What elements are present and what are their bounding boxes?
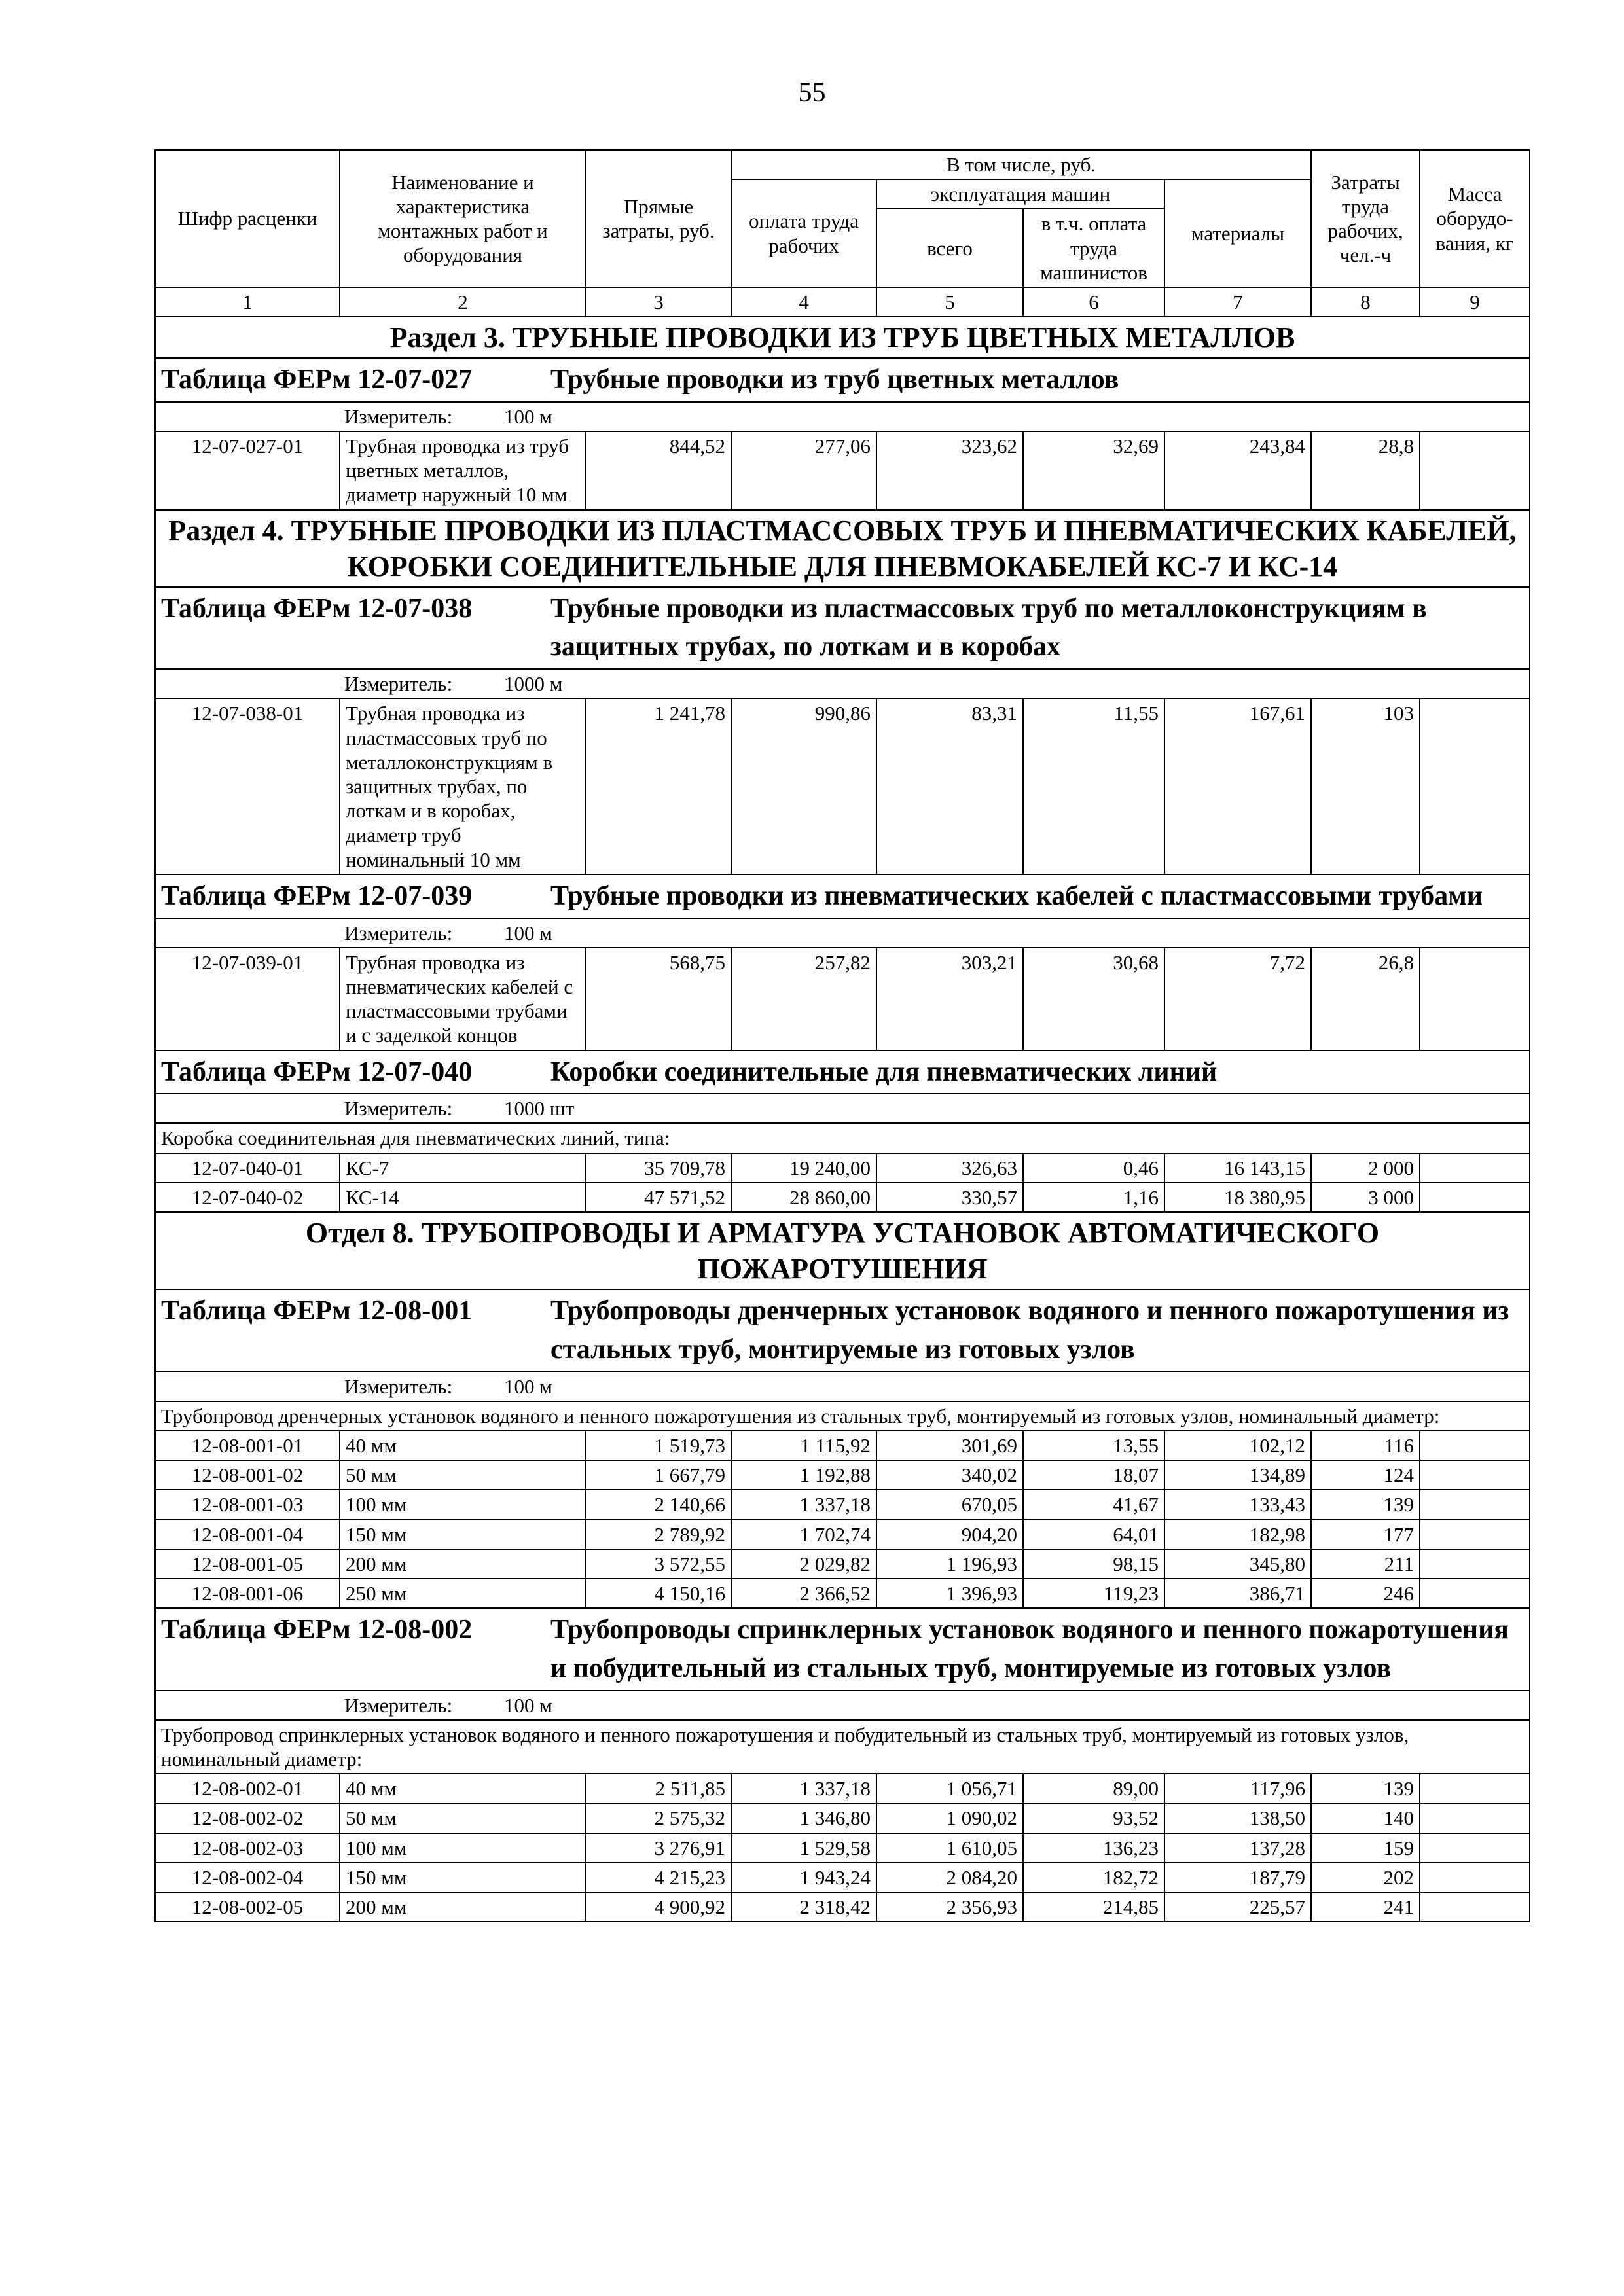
table-row (155, 1183, 1530, 1212)
equipment-mass (1420, 1892, 1530, 1922)
equipment-mass (1420, 1153, 1530, 1183)
rate-code: 12-08-001-06 (155, 1579, 340, 1608)
subheading: Трубопровод спринклерных установок водяного и пенного пожаротушения и побудительный из стальных труб, монтируемый из готовых узлов, номинальный диаметр: (155, 1720, 1530, 1774)
equipment-mass (1420, 1863, 1530, 1892)
meter-value: 1000 шт (504, 1097, 575, 1121)
col-num: 7 (1164, 287, 1311, 317)
machines-operators-pay: 93,52 (1023, 1803, 1164, 1833)
work-name: Трубная проводка из труб цветных металлов, диаметр наружный 10 мм (340, 431, 586, 510)
equipment-mass (1420, 1431, 1530, 1460)
labor-pay: 2 366,52 (731, 1579, 876, 1608)
meter-row (155, 1691, 1530, 1720)
materials-cost: 7,72 (1164, 948, 1311, 1050)
direct-costs: 2 575,32 (586, 1803, 731, 1833)
labor-hours: 26,8 (1311, 948, 1420, 1050)
header-name: Наименование и характеристика монтажных работ и оборудования (340, 150, 586, 287)
table-row (155, 1520, 1530, 1549)
col-num: 8 (1311, 287, 1420, 317)
meter-label: Измеритель: (344, 1374, 453, 1398)
work-name: 200 мм (340, 1892, 586, 1922)
direct-costs: 1 519,73 (586, 1431, 731, 1460)
materials-cost: 117,96 (1164, 1774, 1311, 1803)
table-title-row (155, 1050, 1530, 1094)
labor-pay: 1 529,58 (731, 1833, 876, 1863)
machines-operators-pay: 119,23 (1023, 1579, 1164, 1608)
direct-costs: 47 571,52 (586, 1183, 731, 1212)
meter-label: Измеритель: (344, 921, 453, 944)
section-heading (155, 510, 1530, 587)
direct-costs: 568,75 (586, 948, 731, 1050)
direct-costs: 844,52 (586, 431, 731, 510)
table-code: Таблица ФЕРм 12-08-001 (161, 1296, 473, 1327)
work-name: 150 мм (340, 1863, 586, 1892)
work-name: Трубная проводка из пневматических кабелей с пластмассовыми трубами и с заделкой концов (340, 948, 586, 1050)
meter-row (155, 1094, 1530, 1123)
equipment-mass (1420, 1803, 1530, 1833)
meter-value: 100 м (504, 404, 552, 428)
header-labor-pay: оплата труда рабочих (731, 179, 876, 287)
table-code: Таблица ФЕРм 12-07-038 (161, 593, 473, 624)
machines-operators-pay: 30,68 (1023, 948, 1164, 1050)
rate-code: 12-07-038-01 (155, 698, 340, 874)
direct-costs: 4 215,23 (586, 1863, 731, 1892)
table-name: Трубопроводы спринклерных установок водяного и пенного пожаротушения и побудительный из стальных труб, монтируемые из готовых узлов (550, 1615, 1509, 1683)
materials-cost: 243,84 (1164, 431, 1311, 510)
machines-total: 904,20 (876, 1520, 1023, 1549)
work-name: КС-14 (340, 1183, 586, 1212)
table-name: Коробки соединительные для пневматических линий (550, 1056, 1218, 1087)
materials-cost: 16 143,15 (1164, 1153, 1311, 1183)
table-row (155, 1803, 1530, 1833)
labor-hours: 3 000 (1311, 1183, 1420, 1212)
table-row (155, 1833, 1530, 1863)
machines-operators-pay: 1,16 (1023, 1183, 1164, 1212)
materials-cost: 345,80 (1164, 1549, 1311, 1579)
materials-cost: 138,50 (1164, 1803, 1311, 1833)
rate-code: 12-08-002-02 (155, 1803, 340, 1833)
page-number: 55 (798, 78, 826, 108)
machines-total: 2 356,93 (876, 1892, 1023, 1922)
labor-hours: 139 (1311, 1774, 1420, 1803)
meter-row (155, 918, 1530, 948)
machines-operators-pay: 136,23 (1023, 1833, 1164, 1863)
equipment-mass (1420, 1460, 1530, 1490)
table-name: Трубные проводки из труб цветных металлов (550, 365, 1119, 395)
table-name: Трубные проводки из пневматических кабелей с пластмассовыми трубами (550, 880, 1483, 911)
rate-code: 12-08-002-04 (155, 1863, 340, 1892)
meter-value: 100 м (504, 1374, 552, 1398)
table-row (155, 1863, 1530, 1892)
table-title-row (155, 874, 1530, 918)
labor-hours: 140 (1311, 1803, 1420, 1833)
table-title-row (155, 1289, 1530, 1372)
equipment-mass (1420, 948, 1530, 1050)
labor-hours: 139 (1311, 1490, 1420, 1519)
section-heading (155, 1212, 1530, 1289)
materials-cost: 133,43 (1164, 1490, 1311, 1519)
subheading: Коробка соединительная для пневматических линий, типа: (155, 1123, 1530, 1153)
meter-value: 1000 м (504, 672, 563, 696)
rate-code: 12-08-001-02 (155, 1460, 340, 1490)
rate-code: 12-08-002-01 (155, 1774, 340, 1803)
machines-operators-pay: 18,07 (1023, 1460, 1164, 1490)
work-name: 200 мм (340, 1549, 586, 1579)
table-title-row (155, 587, 1530, 670)
header-including: В том числе, руб. (731, 150, 1311, 179)
machines-total: 1 396,93 (876, 1579, 1023, 1608)
col-num: 4 (731, 287, 876, 317)
direct-costs: 4 150,16 (586, 1579, 731, 1608)
labor-hours: 124 (1311, 1460, 1420, 1490)
direct-costs: 2 140,66 (586, 1490, 731, 1519)
direct-costs: 3 572,55 (586, 1549, 731, 1579)
labor-hours: 159 (1311, 1833, 1420, 1863)
machines-operators-pay: 11,55 (1023, 698, 1164, 874)
header-machines-operators: в т.ч. оплата труда машинистов (1023, 209, 1164, 287)
work-name: 100 мм (340, 1490, 586, 1519)
rate-code: 12-08-002-03 (155, 1833, 340, 1863)
table-name: Трубопроводы дренчерных установок водяного и пенного пожаротушения из стальных труб, монтируемые из готовых узлов (550, 1296, 1509, 1365)
col-num: 6 (1023, 287, 1164, 317)
meter-row (155, 669, 1530, 698)
materials-cost: 225,57 (1164, 1892, 1311, 1922)
rate-code: 12-07-039-01 (155, 948, 340, 1050)
meter-label: Измеритель: (344, 404, 453, 428)
equipment-mass (1420, 431, 1530, 510)
labor-hours: 2 000 (1311, 1153, 1420, 1183)
header-materials: материалы (1164, 179, 1311, 287)
machines-operators-pay: 214,85 (1023, 1892, 1164, 1922)
labor-hours: 241 (1311, 1892, 1420, 1922)
machines-total: 326,63 (876, 1153, 1023, 1183)
rate-code: 12-07-040-02 (155, 1183, 340, 1212)
direct-costs: 1 241,78 (586, 698, 731, 874)
work-name: 50 мм (340, 1460, 586, 1490)
machines-total: 330,57 (876, 1183, 1023, 1212)
machines-total: 83,31 (876, 698, 1023, 874)
table-name: Трубные проводки из пластмассовых труб по металлоконструкциям в защитных трубах, по лоткам и в коробах (550, 593, 1427, 662)
header-machines: эксплуатация машин (876, 179, 1164, 209)
labor-hours: 177 (1311, 1520, 1420, 1549)
materials-cost: 182,98 (1164, 1520, 1311, 1549)
labor-pay: 1 346,80 (731, 1803, 876, 1833)
table-row (155, 1579, 1530, 1608)
rate-code: 12-08-001-05 (155, 1549, 340, 1579)
section-title: Раздел 4. ТРУБНЫЕ ПРОВОДКИ ИЗ ПЛАСТМАССОВЫХ ТРУБ И ПНЕВМАТИЧЕСКИХ КАБЕЛЕЙ, КОРОБКИ СОЕДИНИТЕЛЬНЫЕ ДЛЯ ПНЕВМОКАБЕЛЕЙ КС-7 И КС-14 (155, 510, 1530, 587)
meter-value: 100 м (504, 1693, 552, 1717)
equipment-mass (1420, 698, 1530, 874)
work-name: Трубная проводка из пластмассовых труб по металлоконструкциям в защитных трубах, по лоткам и в коробах, диаметр труб номинальный 10 мм (340, 698, 586, 874)
rate-code: 12-08-001-01 (155, 1431, 340, 1460)
machines-total: 303,21 (876, 948, 1023, 1050)
table-row (155, 1892, 1530, 1922)
table-code: Таблица ФЕРм 12-07-039 (161, 880, 473, 911)
table-code: Таблица ФЕРм 12-07-040 (161, 1056, 473, 1087)
materials-cost: 102,12 (1164, 1431, 1311, 1460)
work-name: 40 мм (340, 1431, 586, 1460)
equipment-mass (1420, 1833, 1530, 1863)
equipment-mass (1420, 1774, 1530, 1803)
header-code: Шифр расценки (155, 150, 340, 287)
meter-label: Измеритель: (344, 1693, 453, 1717)
meter-label: Измеритель: (344, 672, 453, 696)
rate-code: 12-08-001-04 (155, 1520, 340, 1549)
machines-total: 340,02 (876, 1460, 1023, 1490)
machines-total: 1 056,71 (876, 1774, 1023, 1803)
meter-value: 100 м (504, 921, 552, 944)
machines-operators-pay: 32,69 (1023, 431, 1164, 510)
work-name: 100 мм (340, 1833, 586, 1863)
labor-pay: 2 029,82 (731, 1549, 876, 1579)
machines-operators-pay: 41,67 (1023, 1490, 1164, 1519)
table-title-row (155, 358, 1530, 402)
table-title-row (155, 1608, 1530, 1691)
labor-pay: 257,82 (731, 948, 876, 1050)
labor-hours: 28,8 (1311, 431, 1420, 510)
labor-pay: 1 337,18 (731, 1774, 876, 1803)
table-row (155, 1490, 1530, 1519)
work-name: 50 мм (340, 1803, 586, 1833)
materials-cost: 134,89 (1164, 1460, 1311, 1490)
subheading-row (155, 1123, 1530, 1153)
machines-total: 1 196,93 (876, 1549, 1023, 1579)
labor-pay: 28 860,00 (731, 1183, 876, 1212)
labor-pay: 1 702,74 (731, 1520, 876, 1549)
section-title: Отдел 8. ТРУБОПРОВОДЫ И АРМАТУРА УСТАНОВОК АВТОМАТИЧЕСКОГО ПОЖАРОТУШЕНИЯ (155, 1212, 1530, 1289)
section-title: Раздел 3. ТРУБНЫЕ ПРОВОДКИ ИЗ ТРУБ ЦВЕТНЫХ МЕТАЛЛОВ (155, 317, 1530, 358)
machines-total: 2 084,20 (876, 1863, 1023, 1892)
rate-code: 12-07-040-01 (155, 1153, 340, 1183)
direct-costs: 2 789,92 (586, 1520, 731, 1549)
table-row (155, 1431, 1530, 1460)
rates-table (154, 149, 1530, 1922)
meter-label: Измеритель: (344, 1097, 453, 1121)
labor-pay: 1 192,88 (731, 1460, 876, 1490)
machines-total: 323,62 (876, 431, 1023, 510)
col-num: 2 (340, 287, 586, 317)
header-machines-total: всего (876, 209, 1023, 287)
table-row (155, 1549, 1530, 1579)
subheading: Трубопровод дренчерных установок водяного и пенного пожаротушения из стальных труб, монтируемый из готовых узлов, номинальный диаметр: (155, 1401, 1530, 1431)
rate-code: 12-08-001-03 (155, 1490, 340, 1519)
materials-cost: 18 380,95 (1164, 1183, 1311, 1212)
col-num: 5 (876, 287, 1023, 317)
table-code: Таблица ФЕРм 12-08-002 (161, 1615, 473, 1645)
materials-cost: 167,61 (1164, 698, 1311, 874)
labor-hours: 211 (1311, 1549, 1420, 1579)
meter-row (155, 1372, 1530, 1401)
materials-cost: 386,71 (1164, 1579, 1311, 1608)
direct-costs: 1 667,79 (586, 1460, 731, 1490)
equipment-mass (1420, 1579, 1530, 1608)
labor-hours: 116 (1311, 1431, 1420, 1460)
equipment-mass (1420, 1549, 1530, 1579)
labor-pay: 1 115,92 (731, 1431, 876, 1460)
direct-costs: 35 709,78 (586, 1153, 731, 1183)
table-code: Таблица ФЕРм 12-07-027 (161, 365, 473, 395)
machines-operators-pay: 64,01 (1023, 1520, 1164, 1549)
section-heading (155, 317, 1530, 358)
direct-costs: 4 900,92 (586, 1892, 731, 1922)
subheading-row (155, 1720, 1530, 1774)
meter-row (155, 402, 1530, 431)
machines-total: 670,05 (876, 1490, 1023, 1519)
table-row (155, 948, 1530, 1050)
machines-operators-pay: 182,72 (1023, 1863, 1164, 1892)
col-num: 9 (1420, 287, 1530, 317)
materials-cost: 187,79 (1164, 1863, 1311, 1892)
work-name: 40 мм (340, 1774, 586, 1803)
rate-code: 12-07-027-01 (155, 431, 340, 510)
direct-costs: 3 276,91 (586, 1833, 731, 1863)
materials-cost: 137,28 (1164, 1833, 1311, 1863)
work-name: 150 мм (340, 1520, 586, 1549)
work-name: КС-7 (340, 1153, 586, 1183)
labor-pay: 1 337,18 (731, 1490, 876, 1519)
labor-hours: 202 (1311, 1863, 1420, 1892)
labor-pay: 2 318,42 (731, 1892, 876, 1922)
machines-total: 1 610,05 (876, 1833, 1023, 1863)
table-row (155, 1460, 1530, 1490)
machines-total: 301,69 (876, 1431, 1023, 1460)
table-row (155, 1774, 1530, 1803)
header-direct-costs: Прямые затраты, руб. (586, 150, 731, 287)
rate-code: 12-08-002-05 (155, 1892, 340, 1922)
work-name: 250 мм (340, 1579, 586, 1608)
table-row (155, 698, 1530, 874)
labor-pay: 19 240,00 (731, 1153, 876, 1183)
labor-pay: 990,86 (731, 698, 876, 874)
direct-costs: 2 511,85 (586, 1774, 731, 1803)
labor-pay: 1 943,24 (731, 1863, 876, 1892)
machines-operators-pay: 13,55 (1023, 1431, 1164, 1460)
labor-pay: 277,06 (731, 431, 876, 510)
col-num: 3 (586, 287, 731, 317)
table-row (155, 1153, 1530, 1183)
header-mass: Масса оборудо-вания, кг (1420, 150, 1530, 287)
machines-operators-pay: 0,46 (1023, 1153, 1164, 1183)
machines-operators-pay: 89,00 (1023, 1774, 1164, 1803)
labor-hours: 246 (1311, 1579, 1420, 1608)
labor-hours: 103 (1311, 698, 1420, 874)
subheading-row (155, 1401, 1530, 1431)
equipment-mass (1420, 1183, 1530, 1212)
table-row (155, 431, 1530, 510)
equipment-mass (1420, 1490, 1530, 1519)
machines-operators-pay: 98,15 (1023, 1549, 1164, 1579)
equipment-mass (1420, 1520, 1530, 1549)
col-num: 1 (155, 287, 340, 317)
header-labor-hours: Затраты труда рабочих, чел.-ч (1311, 150, 1420, 287)
machines-total: 1 090,02 (876, 1803, 1023, 1833)
